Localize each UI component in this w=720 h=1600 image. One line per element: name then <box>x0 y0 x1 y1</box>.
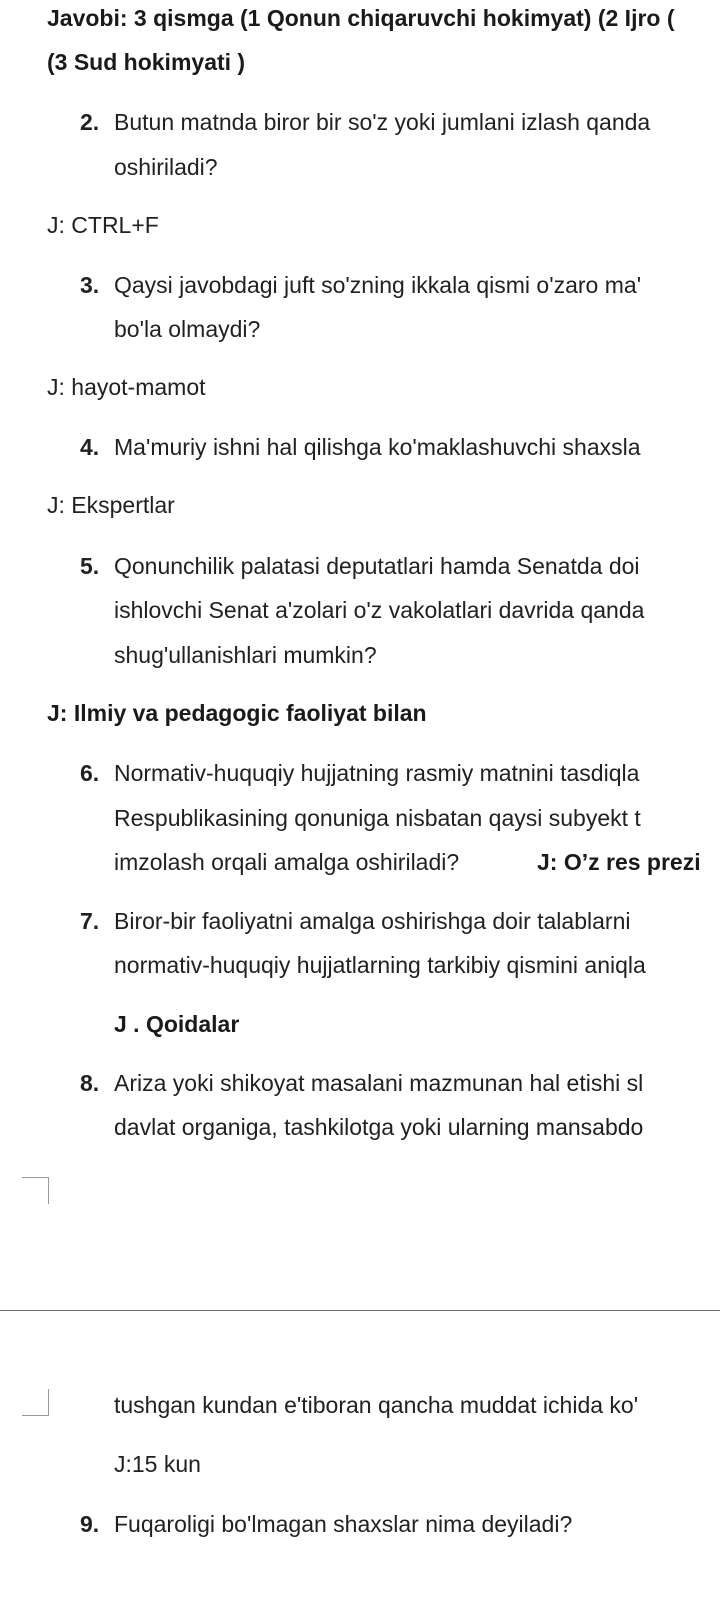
answer-4: J: Ekspertlar <box>47 492 175 518</box>
question-7 <box>80 906 630 936</box>
question-9 <box>80 1509 572 1539</box>
question-2-cont: oshiriladi? <box>114 154 218 180</box>
answer-8: J:15 kun <box>114 1451 201 1477</box>
question-number: 9. <box>80 1511 100 1537</box>
question-text: Fuqaroligi bo'lmagan shaxslar nima deyiladi? <box>114 1511 573 1537</box>
question-3-cont: bo'la olmaydi? <box>114 316 261 342</box>
question-text: Qaysi javobdagi juft so'zning ikkala qismi o'zaro ma' <box>114 272 642 298</box>
question-7-cont: normativ-huquqiy hujjatlarning tarkibiy qismini aniqla <box>114 952 646 978</box>
question-text: Ma'muriy ishni hal qilishga ko'maklashuvchi shaxsla <box>114 434 641 460</box>
question-number: 8. <box>80 1070 100 1096</box>
question-5-cont: ishlovchi Senat a'zolari o'z vakolatlari davrida qanda <box>114 597 645 623</box>
answer-2: J: CTRL+F <box>47 212 159 238</box>
question-8-cont: davlat organiga, tashkilotga yoki ularning mansabdo <box>114 1114 644 1140</box>
question-number: 4. <box>80 434 100 460</box>
question-4 <box>80 432 641 462</box>
answer-3: J: hayot-mamot <box>47 374 206 400</box>
question-6-cont: imzolash orqali amalga oshiriladi? <box>114 849 460 875</box>
answer-line-2: (3 Sud hokimyati ) <box>47 49 246 75</box>
question-5 <box>80 551 640 581</box>
question-2 <box>80 107 650 137</box>
question-6-cont: Respublikasining qonuniga nisbatan qaysi subyekt t <box>114 805 641 831</box>
answer-6: J: O’z res prezi <box>537 849 701 875</box>
question-number: 3. <box>80 272 100 298</box>
answer-7: J . Qoidalar <box>114 1011 240 1037</box>
page-corner-mark <box>22 1177 49 1204</box>
page-corner-mark <box>22 1389 49 1416</box>
question-number: 6. <box>80 760 100 786</box>
question-text: Normativ-huquqiy hujjatning rasmiy matnini tasdiqla <box>114 760 640 786</box>
page-break-divider <box>0 1310 720 1311</box>
question-text: Butun matnda biror bir so'z yoki jumlani izlash qanda <box>114 109 651 135</box>
question-number: 7. <box>80 908 100 934</box>
question-8-cont: tushgan kundan e'tiboran qancha muddat ichida ko' <box>114 1392 639 1418</box>
question-6 <box>80 758 639 788</box>
question-3 <box>80 270 641 300</box>
question-number: 5. <box>80 553 100 579</box>
question-number: 2. <box>80 109 100 135</box>
answer-line-1: Javobi: 3 qismga (1 Qonun chiqaruvchi hokimyat) (2 Ijro ( <box>47 5 675 31</box>
question-5-cont: shug'ullanishlari mumkin? <box>114 642 377 668</box>
question-text: Ariza yoki shikoyat masalani mazmunan hal etishi sl <box>114 1070 644 1096</box>
question-text: Biror-bir faoliyatni amalga oshirishga doir talablarni <box>114 908 631 934</box>
answer-5: J: Ilmiy va pedagogic faoliyat bilan <box>47 700 427 726</box>
question-text: Qonunchilik palatasi deputatlari hamda Senatda doi <box>114 553 640 579</box>
question-8 <box>80 1068 643 1098</box>
